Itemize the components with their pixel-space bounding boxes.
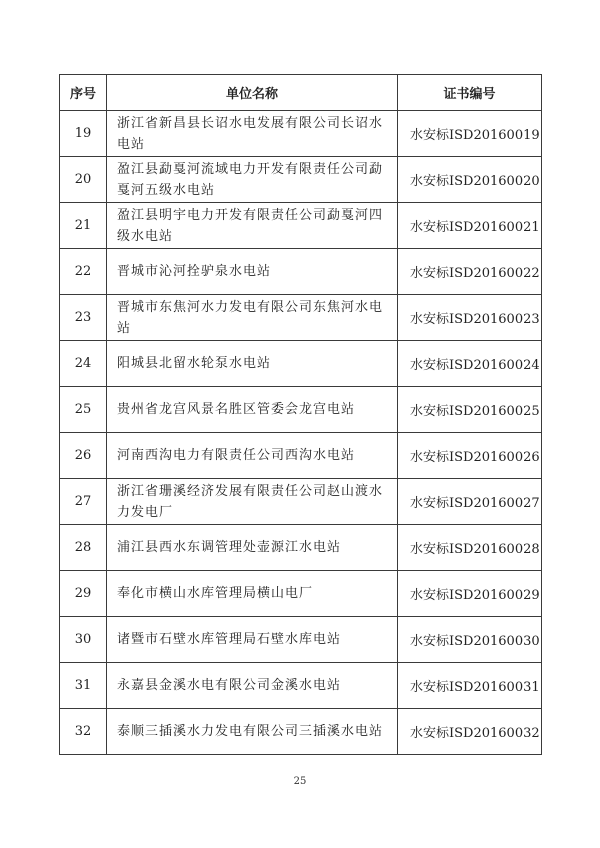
row-unit-name: 奉化市横山水库管理局横山电厂 (107, 571, 398, 617)
row-unit-name: 浙江省珊溪经济发展有限责任公司赵山渡水力发电厂 (107, 479, 398, 525)
table-row (60, 479, 542, 525)
table-row (60, 387, 542, 433)
row-unit-name: 盈江县明宇电力开发有限责任公司勐戛河四级水电站 (107, 203, 398, 249)
row-certificate-number: 水安标ⅠSD20160024 (398, 341, 542, 387)
table-body (60, 111, 542, 755)
table-row (60, 295, 542, 341)
table-row (60, 111, 542, 157)
table-row (60, 249, 542, 295)
row-serial-number: 22 (60, 249, 107, 295)
table-row (60, 571, 542, 617)
row-certificate-number: 水安标ⅠSD20160029 (398, 571, 542, 617)
row-certificate-number: 水安标ⅠSD20160031 (398, 663, 542, 709)
table-row (60, 157, 542, 203)
table-row (60, 709, 542, 755)
table-row (60, 203, 542, 249)
table-row (60, 617, 542, 663)
certificate-table (59, 74, 542, 755)
row-unit-name: 晋城市东焦河水力发电有限公司东焦河水电站 (107, 295, 398, 341)
row-certificate-number: 水安标ⅠSD20160023 (398, 295, 542, 341)
page-number: 25 (293, 776, 307, 787)
table-row (60, 663, 542, 709)
header-serial-number: 序号 (60, 75, 107, 111)
row-certificate-number: 水安标ⅠSD20160027 (398, 479, 542, 525)
row-serial-number: 21 (60, 203, 107, 249)
row-serial-number: 31 (60, 663, 107, 709)
header-certificate-number: 证书编号 (398, 75, 542, 111)
row-serial-number: 24 (60, 341, 107, 387)
table-row (60, 433, 542, 479)
certificate-table-container (59, 74, 541, 755)
row-certificate-number: 水安标ⅠSD20160019 (398, 111, 542, 157)
row-serial-number: 19 (60, 111, 107, 157)
row-serial-number: 27 (60, 479, 107, 525)
row-unit-name: 晋城市沁河拴驴泉水电站 (107, 249, 398, 295)
row-certificate-number: 水安标ⅠSD20160030 (398, 617, 542, 663)
row-serial-number: 23 (60, 295, 107, 341)
row-unit-name: 诸暨市石壁水库管理局石壁水库电站 (107, 617, 398, 663)
row-unit-name: 盈江县勐戛河流域电力开发有限责任公司勐戛河五级水电站 (107, 157, 398, 203)
row-serial-number: 26 (60, 433, 107, 479)
row-unit-name: 泰顺三插溪水力发电有限公司三插溪水电站 (107, 709, 398, 755)
row-unit-name: 阳城县北留水轮泵水电站 (107, 341, 398, 387)
row-certificate-number: 水安标ⅠSD20160028 (398, 525, 542, 571)
header-unit-name: 单位名称 (107, 75, 398, 111)
row-unit-name: 贵州省龙宫风景名胜区管委会龙宫电站 (107, 387, 398, 433)
row-certificate-number: 水安标ⅠSD20160020 (398, 157, 542, 203)
row-certificate-number: 水安标ⅠSD20160021 (398, 203, 542, 249)
row-unit-name: 浙江省新昌县长诏水电发展有限公司长诏水电站 (107, 111, 398, 157)
table-header-row (60, 75, 542, 111)
row-certificate-number: 水安标ⅠSD20160032 (398, 709, 542, 755)
row-serial-number: 30 (60, 617, 107, 663)
row-unit-name: 河南西沟电力有限责任公司西沟水电站 (107, 433, 398, 479)
row-unit-name: 浦江县西水东调管理处壶源江水电站 (107, 525, 398, 571)
row-serial-number: 20 (60, 157, 107, 203)
row-certificate-number: 水安标ⅠSD20160026 (398, 433, 542, 479)
table-row (60, 525, 542, 571)
row-unit-name: 永嘉县金溪水电有限公司金溪水电站 (107, 663, 398, 709)
table-row (60, 341, 542, 387)
row-certificate-number: 水安标ⅠSD20160022 (398, 249, 542, 295)
row-serial-number: 28 (60, 525, 107, 571)
row-certificate-number: 水安标ⅠSD20160025 (398, 387, 542, 433)
row-serial-number: 29 (60, 571, 107, 617)
row-serial-number: 32 (60, 709, 107, 755)
row-serial-number: 25 (60, 387, 107, 433)
